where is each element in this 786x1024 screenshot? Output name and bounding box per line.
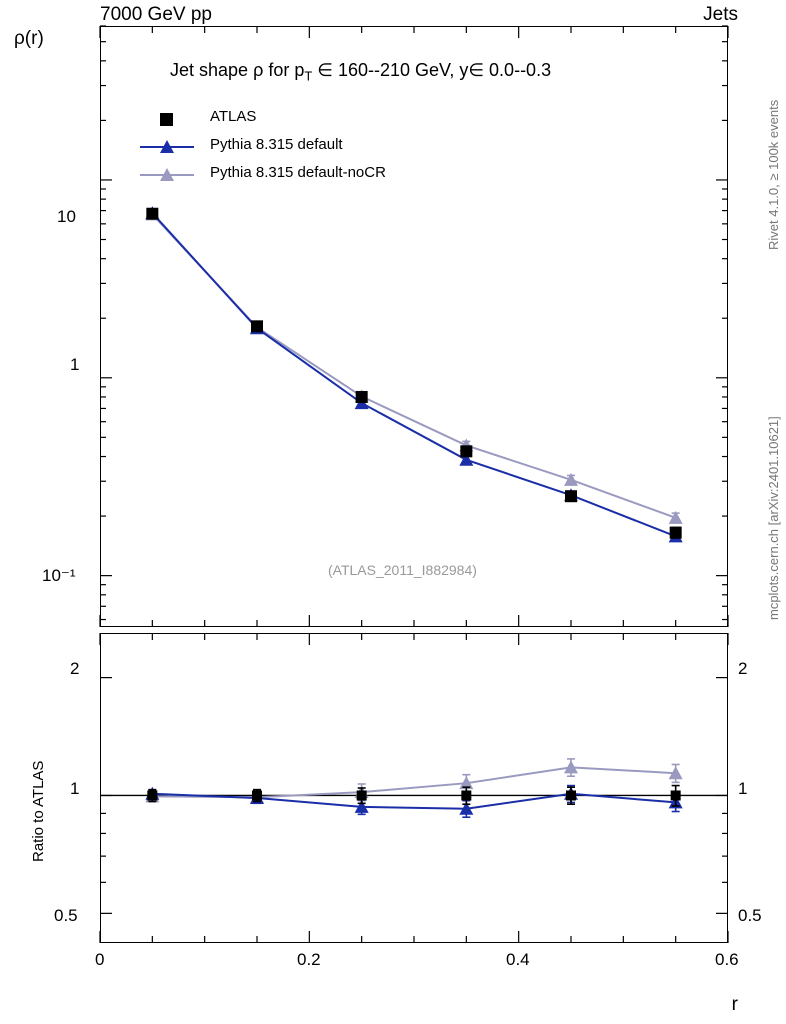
xtick-0.4: 0.4 [506,950,530,969]
ytick-main-0.1: 10⁻¹ [42,566,76,585]
ytick-main-1: 1 [70,355,80,374]
ytick-ratio-0.5-right: 0.5 [738,906,762,925]
side-annotation-rivet: Rivet 4.1.0, ≥ 100k events [766,99,781,250]
plot-title-sub: T [304,68,313,84]
header-analysis-label: Jets [703,4,738,25]
xtick-0.2: 0.2 [297,950,321,969]
legend-label-pythia-default: Pythia 8.315 default [210,136,343,153]
plot-title-mid: for p [263,60,305,80]
analysis-watermark: (ATLAS_2011_I882984) [328,562,477,578]
x-axis-label: r [731,994,738,1015]
legend [132,105,386,189]
y-axis-label-main: ρ(r) [14,28,44,49]
side-annotation-arxiv: mcplots.cern.ch [arXiv:2401.10621] [766,416,781,620]
legend-marker-pythia-default [132,133,210,161]
ytick-ratio-0.5-left: 0.5 [54,906,78,925]
legend-item-atlas[interactable] [132,105,257,133]
plot-title-pre: Jet shape [170,60,254,80]
header-beam-label: 7000 GeV pp [100,4,212,25]
ytick-ratio-1-right: 1 [738,779,748,798]
ytick-main-10: 10 [57,207,76,226]
legend-label-pythia-nocr: Pythia 8.315 default-noCR [210,164,386,181]
ytick-ratio-2-right: 2 [738,659,748,678]
legend-item-pythia-nocr[interactable] [132,161,386,189]
legend-item-pythia-default[interactable] [132,133,343,161]
y-axis-label-ratio: Ratio to ATLAS [30,760,47,862]
ytick-ratio-1-left: 1 [70,779,80,798]
xtick-0.6: 0.6 [715,950,739,969]
plot-title-post: ∈ 160--210 GeV, y∈ 0.0--0.3 [312,60,552,80]
legend-marker-atlas [132,105,210,133]
plot-title-rho: ρ [253,60,264,80]
ytick-ratio-2-left: 2 [70,659,80,678]
legend-label-atlas: ATLAS [210,108,257,125]
legend-marker-pythia-nocr [132,161,210,189]
ratio-plot-frame [100,633,728,943]
xtick-0: 0 [95,950,105,969]
plot-title [170,60,551,84]
